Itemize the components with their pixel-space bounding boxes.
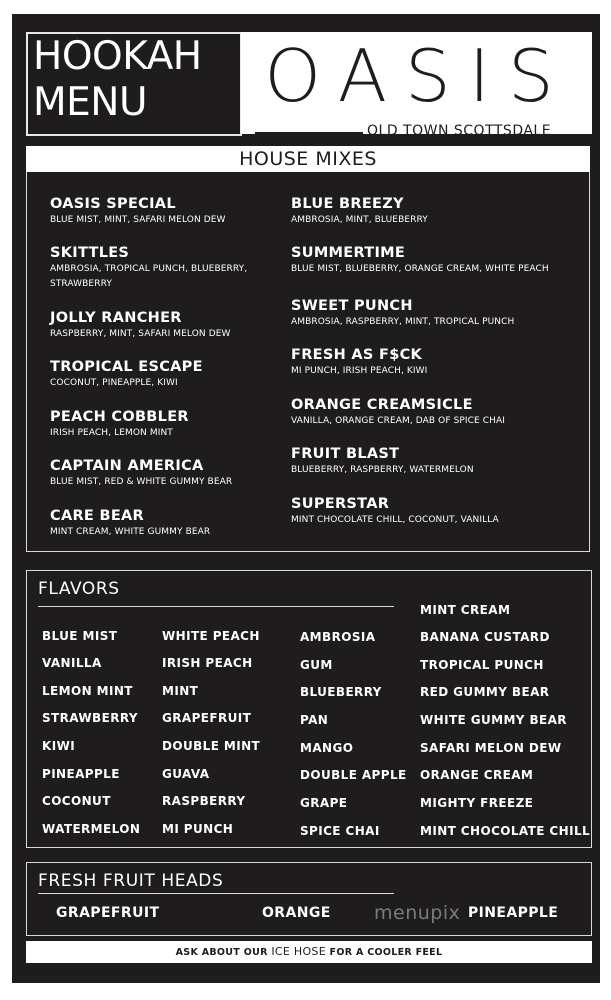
mix-ingredients: RASPBERRY, MINT, SAFARI MELON DEW [50,329,231,339]
mix-ingredients: BLUE MIST, MINT, SAFARI MELON DEW [50,215,226,225]
mix-name: SWEET PUNCH [291,298,413,314]
mix-ingredients: BLUE MIST, BLUEBERRY, ORANGE CREAM, WHITE PEACH [291,264,549,274]
mix-ingredients: AMBROSIA, RASPBERRY, MINT, TROPICAL PUNCH [291,317,515,327]
flavor-item: MINT [162,684,199,698]
mix-item [50,458,232,490]
flavor-item: GUM [300,658,333,672]
brand-name: OASIS [264,34,572,118]
flavor-item: AMBROSIA [300,630,376,644]
flavor-item: RED GUMMY BEAR [420,685,550,699]
flavor-item: PINEAPPLE [42,767,120,781]
flavor-item: WHITE GUMMY BEAR [420,713,567,727]
flavor-item: VANILLA [42,656,102,670]
brand-box [241,32,592,139]
mix-item [291,347,427,379]
flavor-item: STRAWBERRY [42,711,138,725]
flavor-item: SPICE CHAI [300,824,380,838]
house-mixes-title: HOUSE MIXES [26,146,590,172]
flavor-item: COCONUT [42,794,111,808]
flavors-rule [38,606,394,607]
mix-name: SUPERSTAR [291,496,390,512]
flavor-item: TROPICAL PUNCH [420,658,544,672]
mix-name: ORANGE CREAMSICLE [291,397,473,413]
mix-ingredients: AMBROSIA, TROPICAL PUNCH, BLUEBERRY, [50,264,248,274]
mix-item [50,508,210,540]
title-line-1: HOOKAH [33,34,202,79]
mix-name: BLUE BREEZY [291,196,404,212]
mix-item [291,496,499,528]
mix-item [291,298,514,330]
mix-item [50,359,203,391]
mix-item [50,245,247,292]
mix-ingredients: AMBROSIA, MINT, BLUEBERRY [291,215,428,225]
brand-rule [255,132,363,134]
fruit-head-item: PINEAPPLE [468,905,559,921]
mix-name: SKITTLES [50,245,130,261]
flavor-item: DOUBLE APPLE [300,768,407,782]
flavor-item: KIWI [42,739,76,753]
mix-item [50,409,189,441]
fruit-head-item: ORANGE [262,905,331,921]
mix-item [291,446,474,478]
mix-name: FRUIT BLAST [291,446,400,462]
flavor-item: WHITE PEACH [162,629,260,643]
flavor-item: LEMON MINT [42,684,133,698]
mix-ingredients: BLUEBERRY, RASPBERRY, WATERMELON [291,465,474,475]
flavor-item: ORANGE CREAM [420,768,534,782]
mix-ingredients: MINT CHOCOLATE CHILL, COCONUT, VANILLA [291,515,499,525]
flavor-item: SAFARI MELON DEW [420,741,562,755]
flavor-item: MANGO [300,741,354,755]
flavor-item: MINT CREAM [420,603,511,617]
menu-board [12,14,600,983]
mix-name: CAPTAIN AMERICA [50,458,204,474]
mix-item [50,196,226,228]
fresh-fruit-heads-title: FRESH FRUIT HEADS [38,871,224,891]
flavor-item: BLUE MIST [42,629,118,643]
mix-name: CARE BEAR [50,508,145,524]
fruit-head-item: GRAPEFRUIT [56,905,160,921]
flavor-item: DOUBLE MINT [162,739,261,753]
flavor-item: BANANA CUSTARD [420,630,550,644]
footer-emphasis: ICE HOSE [271,945,326,958]
mix-name: FRESH AS F$CK [291,347,423,363]
flavor-item: GRAPEFRUIT [162,711,252,725]
mix-ingredients-cont: STRAWBERRY [50,279,112,289]
mix-ingredients: VANILLA, ORANGE CREAM, DAB OF SPICE CHAI [291,416,506,426]
mix-ingredients: MINT CREAM, WHITE GUMMY BEAR [50,527,211,537]
mix-name: JOLLY RANCHER [50,310,182,326]
flavor-item: MINT CHOCOLATE CHILL [420,824,591,838]
brand-location: OLD TOWN SCOTTSDALE [367,123,552,139]
fresh-fruit-heads-rule [38,893,394,894]
flavor-item: MI PUNCH [162,822,234,836]
title-line-2: MENU [33,80,148,125]
mix-ingredients: IRISH PEACH, LEMON MINT [50,428,173,438]
mix-item [50,310,231,342]
mix-name: PEACH COBBLER [50,409,189,425]
mix-ingredients: BLUE MIST, RED & WHITE GUMMY BEAR [50,477,233,487]
watermark: menupix [374,902,461,924]
mix-ingredients: MI PUNCH, IRISH PEACH, KIWI [291,366,428,376]
flavor-item: IRISH PEACH [162,656,253,670]
flavors-title: FLAVORS [38,579,120,599]
mix-item [291,397,505,429]
footer-note [26,941,592,963]
mix-ingredients: COCONUT, PINEAPPLE, KIWI [50,378,178,388]
footer-after: FOR A COOLER FEEL [325,947,443,958]
mix-item [291,245,549,277]
flavor-item: GUAVA [162,767,210,781]
mix-name: OASIS SPECIAL [50,196,176,212]
flavor-item: BLUEBERRY [300,685,382,699]
mix-name: TROPICAL ESCAPE [50,359,203,375]
hookah-menu-title-box [26,32,242,136]
flavor-item: WATERMELON [42,822,141,836]
flavor-item: RASPBERRY [162,794,246,808]
mix-item [291,196,428,228]
flavor-item: PAN [300,713,329,727]
flavor-item: GRAPE [300,796,348,810]
footer-before: ASK ABOUT OUR [175,947,272,958]
flavor-item: MIGHTY FREEZE [420,796,534,810]
mix-name: SUMMERTIME [291,245,406,261]
